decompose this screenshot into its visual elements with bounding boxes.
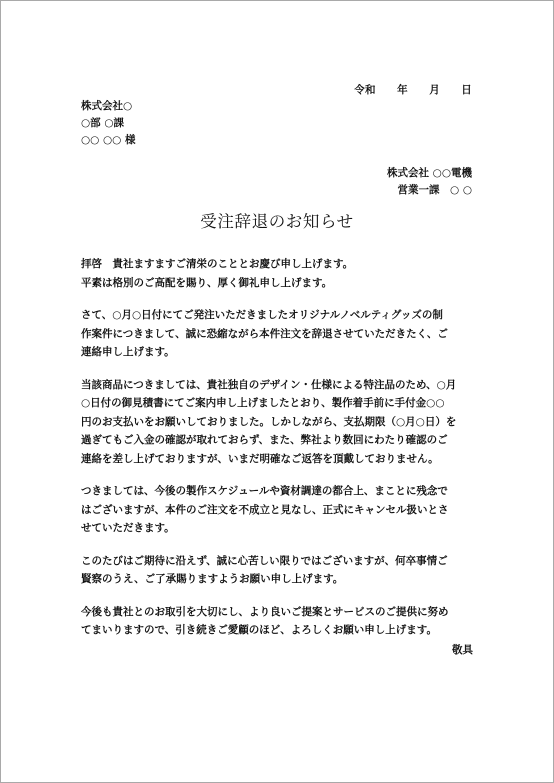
paragraph-details [81,376,479,469]
paragraph-line: このたびはご期待に沿えず、誠に心苦しい限りではございますが、何卒事情ご [81,554,448,567]
sender-company: 株式会社 ○○電機 [387,167,472,179]
paragraph-line: 当該商品につきましては、貴社独自のデザイン・仕様による特注品のため、○月 [81,378,457,391]
paragraph-line: ○日付の御見積書にてご案内申し上げましたとおり、製作着手前に手付金○○ [81,397,445,409]
paragraph-line: 今後も貴社とのお取引を大切にし、より良いご提案とサービスのご提供に努め [81,605,449,618]
letter-body [81,255,479,654]
paragraph-line: はございますが、本件のご注文を不成立と見なし、正式にキャンセル扱いとさ [81,503,449,516]
paragraph-apology [81,552,479,589]
recipient-department: ○部 ○課 [81,117,124,129]
paragraph-line: 賢察のうえ、ご了承賜りますようお願い申し上げます。 [81,573,344,585]
paragraph-purpose [81,306,479,362]
sender-person: 営業一課 ○ ○ [397,184,472,196]
paragraph-line: つきましては、今後の製作スケジュールや資材調達の都合上、まことに残念で [81,485,448,497]
paragraph-closing-remarks [81,603,479,640]
paragraph-line: 平素は格別のご高配を賜り、厚く御礼申し上げます。 [81,276,333,289]
recipient-block [81,98,301,149]
paragraph-line: さて、○月○日付にてご発注いただきましたオリジナルノベルティグッズの制 [81,309,443,321]
paragraph-line: 作案件につきまして、誠に恐縮ながら本件注文を辞退させていただきたく、ご [81,327,448,340]
paragraph-line: てまいりますので、引き続きご愛顧のほど、よろしくお願い申し上げます。 [81,624,437,636]
paragraph-cancellation [81,482,479,538]
recipient-person: ○○ ○○ 様 [81,134,136,146]
paragraph-line: 連絡を差し上げておりますが、いまだ明確なご返答を頂戴しておりません。 [81,452,439,465]
paragraph-line: 円のお支払いをお願いしておりました。しかしながら、支払期限（○月○日）を [81,415,457,428]
paragraph-line: 過ぎてもご入金の確認が取れておらず、また、弊社より数回にわたり確認のご [81,434,448,446]
recipient-company: 株式会社○ [81,100,133,112]
closing-word: 敬具 [452,644,473,656]
paragraph-line: せていただきます。 [81,522,175,534]
paragraph-line: 連絡申し上げます。 [81,346,175,358]
sender-block [387,165,472,199]
date-line: 令和 年 月 日 [354,84,472,96]
paragraph-line: 拝啓 貴社ますますご清栄のこととお慶び申し上げます。 [81,258,354,270]
document-title: 受注辞退のお知らせ [200,212,354,231]
paragraph-greeting [81,255,479,292]
